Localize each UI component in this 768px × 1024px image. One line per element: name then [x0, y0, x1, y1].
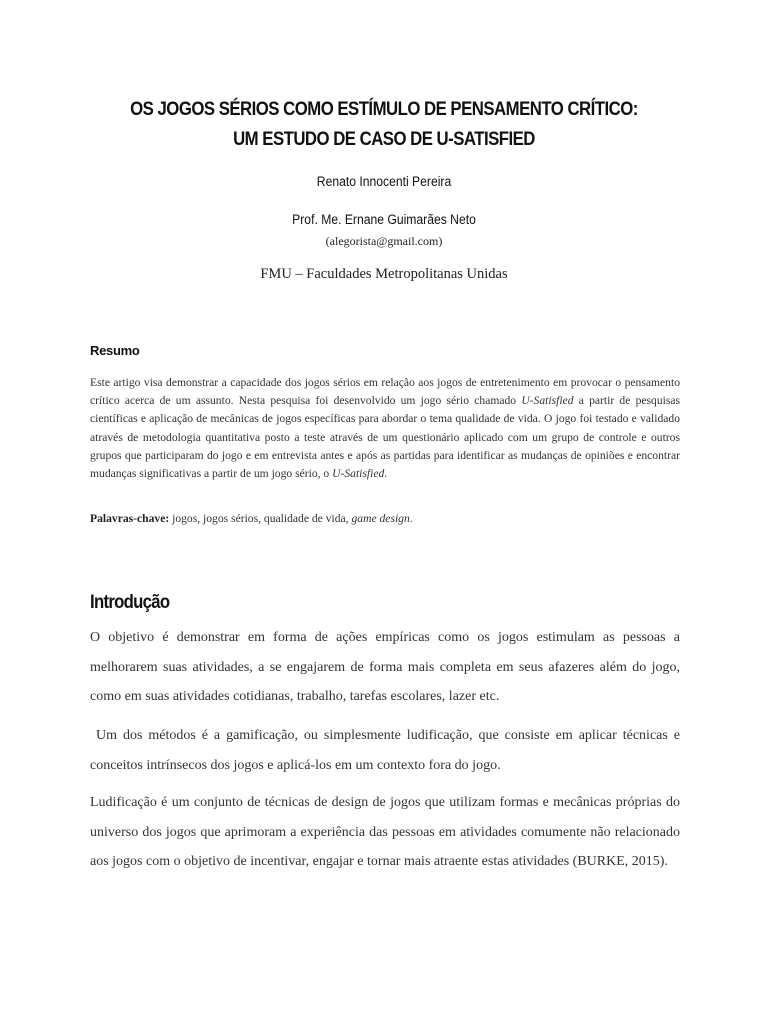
- keywords: [90, 512, 680, 525]
- paper-title: [54, 94, 714, 154]
- advisor-name: Prof. Me. Ernane Guimarães Neto: [292, 212, 476, 227]
- abstract-text-part-2: a partir de pesquisas científicas e aplicação de mecânicas de jogos específicas para abordar o tema qualidade de vida. O jogo foi testado e validado através de metodologia quantitativa posto a teste através de um questionário aplicado com um grupo de controle e outros grupos que participaram do jogo e em entrevista antes e após as partidas para identificar as mudanças de opiniões e encontrar mudanças significativas a partir de um jogo sério, o: [90, 394, 681, 481]
- abstract-game-name: U-Satisfied: [521, 394, 574, 408]
- abstract-heading: Resumo: [90, 343, 140, 358]
- author-name: Renato Innocenti Pereira: [316, 174, 452, 189]
- keywords-italic: game design: [351, 512, 410, 525]
- section-heading-introduction: Introdução: [90, 592, 170, 613]
- paper-title-line-2: UM ESTUDO DE CASO DE U-SATISFIED: [233, 128, 535, 150]
- keywords-list: jogos, jogos sérios, qualidade de vida,: [169, 512, 352, 525]
- abstract-game-name-2: U-Satisfied: [332, 467, 385, 481]
- abstract-text-part-3: .: [384, 467, 388, 481]
- paper-title-line-1: OS JOGOS SÉRIOS COMO ESTÍMULO DE PENSAMENTO CRÍTICO:: [130, 98, 638, 120]
- intro-paragraph-2: Um dos métodos é a gamificação, ou simplesmente ludificação, que consiste em aplicar técnicas e conceitos intrínsecos dos jogos e aplicá-los em um contexto fora do jogo.: [90, 728, 680, 773]
- institution-name: FMU – Faculdades Metropolitanas Unidas: [260, 266, 508, 282]
- intro-paragraph-3: Ludificação é um conjunto de técnicas de design de jogos que utilizam formas e mecânicas próprias do universo dos jogos que aprimoram a experiência das pessoas em atividades comumente não relacionado aos jogos com o objetivo de incentivar, engajar e tornar mais atraente estas atividades (BURKE, 2015).: [90, 795, 680, 869]
- intro-paragraph-1: O objetivo é demonstrar em forma de ações empíricas como os jogos estimulam as pessoas a melhorarem suas atividades, a se engajarem de forma mais completa em seus afazeres além do jogo, como em suas atividades cotidianas, trabalho, tarefas escolares, lazer etc.: [90, 630, 680, 704]
- abstract-text-part-1: Este artigo visa demonstrar a capacidade dos jogos sérios em relação aos jogos de entretenimento em provocar o pensamento crítico acerca de um assunto. Nesta pesquisa foi desenvolvido um jogo sério chamado: [90, 376, 680, 408]
- keywords-end: .: [409, 512, 413, 525]
- abstract-text: [90, 374, 680, 483]
- author-email: (alegorista@gmail.com): [325, 234, 443, 248]
- keywords-label: Palavras-chave:: [90, 512, 170, 525]
